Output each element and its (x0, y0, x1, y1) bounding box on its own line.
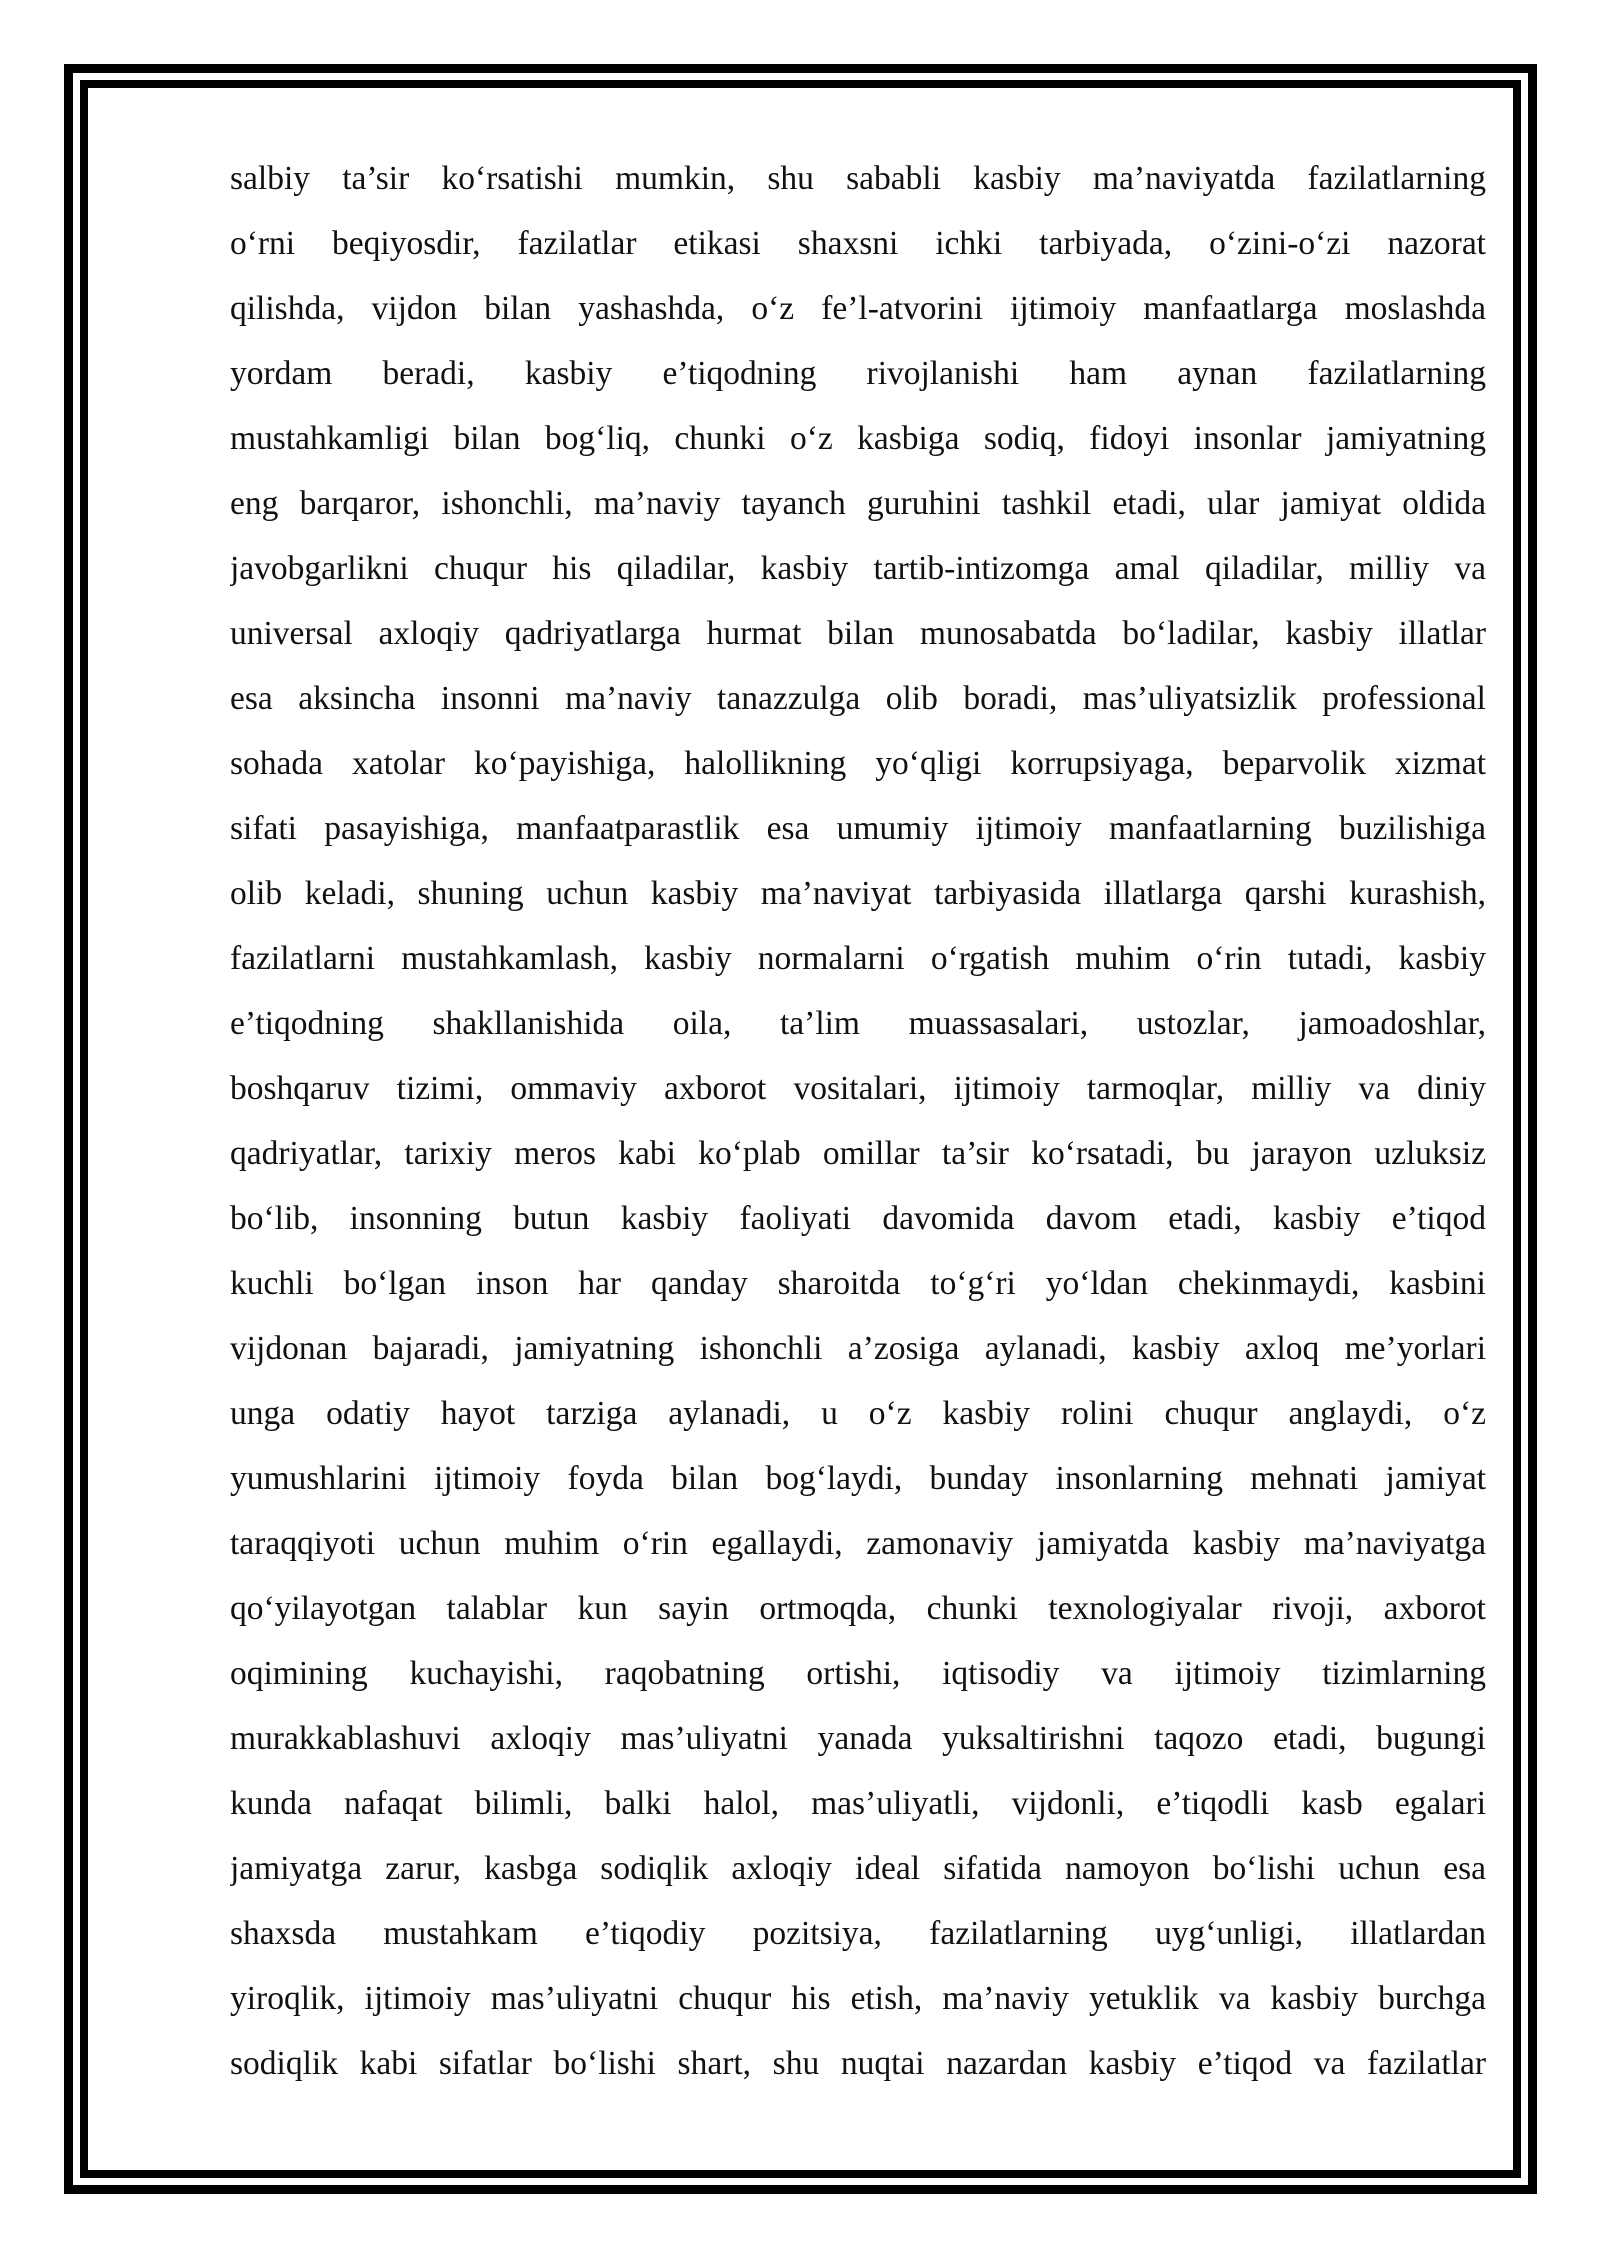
text-line: yordam beradi, kasbiy e’tiqodning rivojlanishi ham aynan fazilatlarning (230, 355, 1486, 392)
text-line: mustahkamligi bilan bog‘liq, chunki o‘z kasbiga sodiq, fidoyi insonlar jamiyatning (230, 420, 1486, 457)
text-line: taraqqiyoti uchun muhim o‘rin egallaydi, zamonaviy jamiyatda kasbiy ma’naviyatga (230, 1525, 1486, 1562)
text-line: salbiy ta’sir ko‘rsatishi mumkin, shu sababli kasbiy ma’naviyatda fazilatlarning (230, 160, 1486, 197)
text-line: shaxsda mustahkam e’tiqodiy pozitsiya, fazilatlarning uyg‘unligi, illatlardan (230, 1915, 1486, 1952)
text-line: fazilatlarni mustahkamlash, kasbiy normalarni o‘rgatish muhim o‘rin tutadi, kasbiy (230, 940, 1486, 977)
text-line: javobgarlikni chuqur his qiladilar, kasbiy tartib-intizomga amal qiladilar, milliy va (230, 550, 1486, 587)
text-line: sohada xatolar ko‘payishiga, halollikning yo‘qligi korrupsiyaga, beparvolik xizmat (230, 745, 1486, 782)
text-line: universal axloqiy qadriyatlarga hurmat bilan munosabatda bo‘ladilar, kasbiy illatlar (230, 615, 1486, 652)
text-line: kuchli bo‘lgan inson har qanday sharoitda to‘g‘ri yo‘ldan chekinmaydi, kasbini (230, 1265, 1486, 1302)
text-line: eng barqaror, ishonchli, ma’naviy tayanch guruhini tashkil etadi, ular jamiyat oldida (230, 485, 1486, 522)
text-line: qilishda, vijdon bilan yashashda, o‘z fe’l-atvorini ijtimoiy manfaatlarga moslashda (230, 290, 1486, 327)
text-line: jamiyatga zarur, kasbga sodiqlik axloqiy ideal sifatida namoyon bo‘lishi uchun esa (230, 1850, 1486, 1887)
text-line: sifati pasayishiga, manfaatparastlik esa umumiy ijtimoiy manfaatlarning buzilishiga (230, 810, 1486, 847)
text-line: qadriyatlar, tarixiy meros kabi ko‘plab omillar ta’sir ko‘rsatadi, bu jarayon uzluksiz (230, 1135, 1486, 1172)
text-line: vijdonan bajaradi, jamiyatning ishonchli a’zosiga aylanadi, kasbiy axloq me’yorlari (230, 1330, 1486, 1367)
text-line: murakkablashuvi axloqiy mas’uliyatni yanada yuksaltirishni taqozo etadi, bugungi (230, 1720, 1486, 1757)
body-text (230, 146, 1486, 2096)
text-line: sodiqlik kabi sifatlar bo‘lishi shart, shu nuqtai nazardan kasbiy e’tiqod va fazilatlar (230, 2045, 1486, 2082)
text-line: esa aksincha insonni ma’naviy tanazzulga olib boradi, mas’uliyatsizlik professional (230, 680, 1486, 717)
text-line: o‘rni beqiyosdir, fazilatlar etikasi shaxsni ichki tarbiyada, o‘zini-o‘zi nazorat (230, 225, 1486, 262)
text-line: e’tiqodning shakllanishida oila, ta’lim muassasalari, ustozlar, jamoadoshlar, (230, 1005, 1486, 1042)
text-line: olib keladi, shuning uchun kasbiy ma’naviyat tarbiyasida illatlarga qarshi kurashish, (230, 875, 1486, 912)
text-line: yumushlarini ijtimoiy foyda bilan bog‘laydi, bunday insonlarning mehnati jamiyat (230, 1460, 1486, 1497)
text-line: boshqaruv tizimi, ommaviy axborot vositalari, ijtimoiy tarmoqlar, milliy va diniy (230, 1070, 1486, 1107)
text-line: oqimining kuchayishi, raqobatning ortishi, iqtisodiy va ijtimoiy tizimlarning (230, 1655, 1486, 1692)
text-line: unga odatiy hayot tarziga aylanadi, u o‘z kasbiy rolini chuqur anglaydi, o‘z (230, 1395, 1486, 1432)
text-line: qo‘yilayotgan talablar kun sayin ortmoqda, chunki texnologiyalar rivoji, axborot (230, 1590, 1486, 1627)
text-line: yiroqlik, ijtimoiy mas’uliyatni chuqur his etish, ma’naviy yetuklik va kasbiy burchga (230, 1980, 1486, 2017)
text-line: kunda nafaqat bilimli, balki halol, mas’uliyatli, vijdonli, e’tiqodli kasb egalari (230, 1785, 1486, 1822)
text-line: bo‘lib, insonning butun kasbiy faoliyati davomida davom etadi, kasbiy e’tiqod (230, 1200, 1486, 1237)
